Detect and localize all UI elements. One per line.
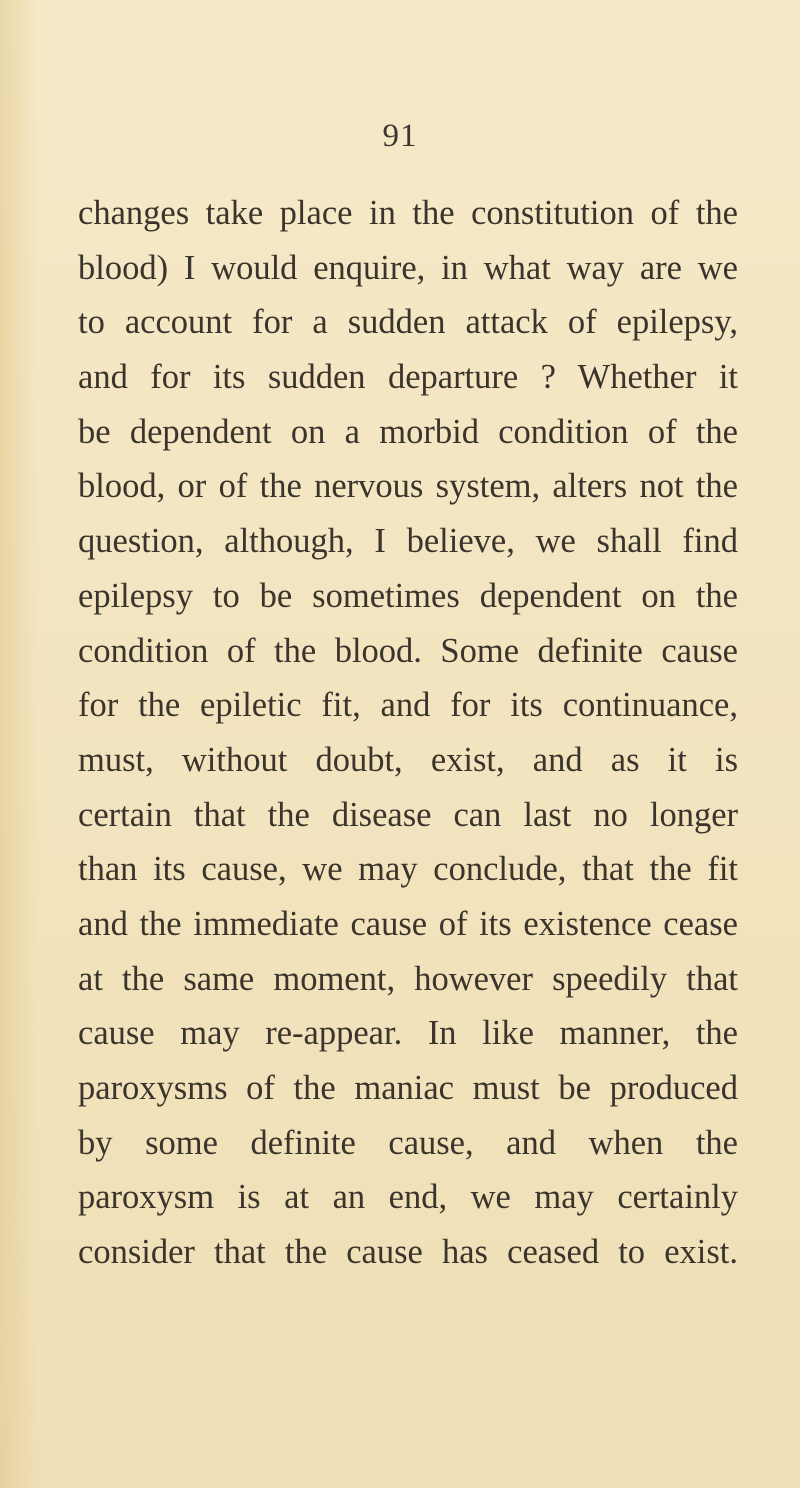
text-line: changes take place in the constitution of the [78,194,738,232]
text-line: blood) I would enquire, in what way are we [78,248,738,287]
text-line: to account for a sudden attack of epilepsy, [78,303,738,342]
text-line: paroxysm is at an end, we may certainly [78,1178,738,1217]
body-text [78,186,738,1280]
text-line: be dependent on a morbid condition of the [78,412,738,451]
text-line: paroxysms of the maniac must be produced [78,1069,738,1107]
text-line: by some definite cause, and when the [78,1123,738,1162]
text-line: certain that the disease can last no longer [78,795,738,834]
text-line: for the epiletic fit, and for its continuance, [78,686,738,725]
text-line: epilepsy to be sometimes dependent on the [78,576,738,615]
text-line: and for its sudden departure ? Whether it [78,358,738,397]
text-line: than its cause, we may conclude, that the fit [78,850,738,889]
text-line: blood, or of the nervous system, alters not the [78,467,738,506]
text-line: question, although, I believe, we shall find [78,522,738,561]
text-line: condition of the blood. Some definite cause [78,631,738,670]
text-line: at the same moment, however speedily that [78,959,738,998]
text-line: cause may re-appear. In like manner, the [78,1014,738,1053]
page-number: 91 [382,118,418,154]
text-line: must, without doubt, exist, and as it is [78,740,738,779]
text-line: consider that the cause has ceased to exist. [78,1233,738,1272]
text-line: and the immediate cause of its existence cease [78,904,738,943]
